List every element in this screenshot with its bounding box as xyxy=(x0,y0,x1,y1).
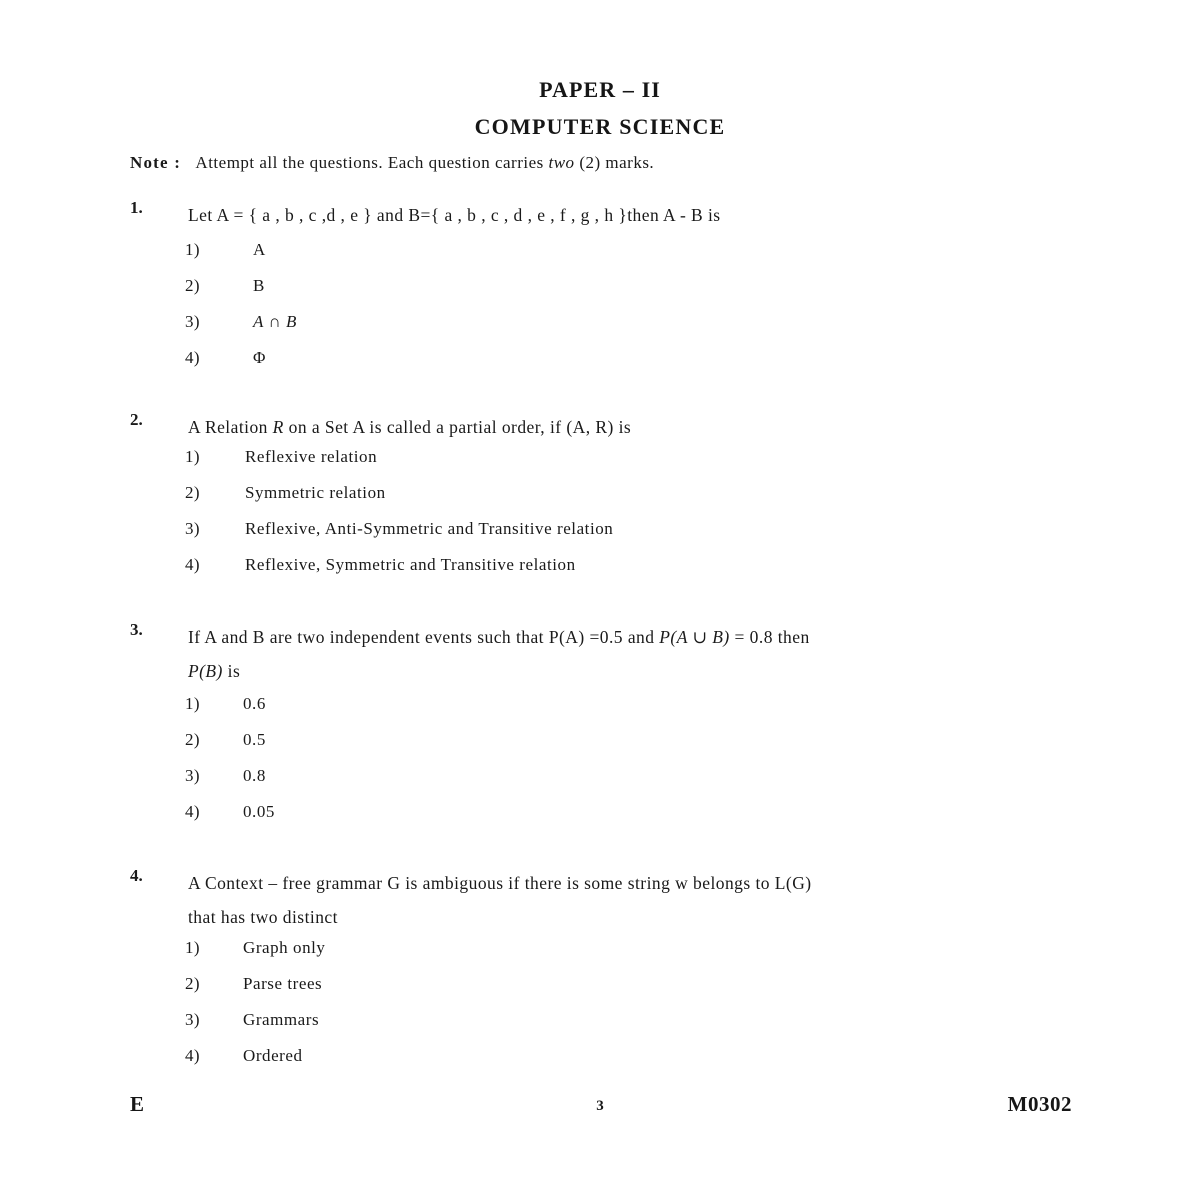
note-text xyxy=(186,153,654,172)
option-text: A xyxy=(253,240,266,259)
question-text-emphasis: R xyxy=(272,417,284,437)
option-text: 0.05 xyxy=(243,802,275,821)
question-text-line2: that has two distinct xyxy=(188,907,338,927)
question-text xyxy=(188,410,1075,444)
option-number: 3) xyxy=(185,766,200,785)
option-number: 1) xyxy=(185,938,200,957)
question-text-line2-suffix: is xyxy=(222,661,241,681)
question-header xyxy=(130,620,1075,688)
option-number: 4) xyxy=(185,555,200,574)
option-number: 2) xyxy=(185,276,200,295)
question-text-part2: on a Set A is called a partial order, if (A, R) is xyxy=(283,417,632,437)
option-item[interactable] xyxy=(185,974,1075,1010)
option-text: B xyxy=(253,276,265,295)
question-text-line2-formula: P(B) xyxy=(188,661,223,681)
note-text-part2: (2) marks. xyxy=(574,153,655,172)
option-text: Reflexive relation xyxy=(245,447,378,466)
option-text: Graph only xyxy=(243,938,326,957)
footer-medium-code: E xyxy=(130,1092,145,1116)
option-item[interactable] xyxy=(185,312,1075,348)
option-item[interactable] xyxy=(185,276,1075,312)
option-text: 0.6 xyxy=(243,694,266,713)
note-text-emphasis: two xyxy=(548,153,575,172)
question-number: 2. xyxy=(130,410,143,429)
option-text: Φ xyxy=(253,348,266,367)
question-text-formula: P(A ∪ B) xyxy=(659,627,730,647)
option-number: 2) xyxy=(185,483,200,502)
option-text: A ∩ B xyxy=(253,312,297,331)
option-number: 2) xyxy=(185,730,200,749)
question-text-part1: A Relation xyxy=(188,417,273,437)
note-text-part1: Attempt all the questions. Each question carries xyxy=(195,153,549,172)
option-number: 4) xyxy=(185,1046,200,1065)
option-text: Parse trees xyxy=(243,974,323,993)
subject-title: COMPUTER SCIENCE xyxy=(474,114,726,139)
option-item[interactable] xyxy=(185,348,1075,384)
question-block xyxy=(130,198,1075,384)
question-text xyxy=(188,866,1075,934)
option-item[interactable] xyxy=(185,1046,1075,1082)
question-block xyxy=(130,620,1075,838)
option-item[interactable] xyxy=(185,802,1075,838)
question-text-line1: A Context – free grammar G is ambiguous if there is some string w belongs to L(G) xyxy=(188,873,812,893)
option-item[interactable] xyxy=(185,555,1075,591)
question-number: 3. xyxy=(130,620,143,639)
option-text: 0.8 xyxy=(243,766,266,785)
option-item[interactable] xyxy=(185,938,1075,974)
option-number: 1) xyxy=(185,447,200,466)
page-title: PAPER – II xyxy=(539,77,661,102)
question-header xyxy=(130,198,1075,232)
option-number: 3) xyxy=(185,312,200,331)
question-text: Let A = { a , b , c ,d , e } and B={ a , b , c , d , e , f , g , h }then A - B is xyxy=(188,205,721,225)
option-item[interactable] xyxy=(185,730,1075,766)
option-number: 3) xyxy=(185,519,200,538)
question-text-part2: = 0.8 then xyxy=(729,627,810,647)
question-text xyxy=(188,620,1075,688)
question-block xyxy=(130,866,1075,1082)
option-list xyxy=(185,240,1075,384)
option-list xyxy=(185,938,1075,1082)
note-row xyxy=(130,153,1080,173)
option-number: 1) xyxy=(185,694,200,713)
option-text: Grammars xyxy=(243,1010,320,1029)
option-list xyxy=(185,447,1075,591)
option-number: 3) xyxy=(185,1010,200,1029)
option-number: 4) xyxy=(185,348,200,367)
question-block xyxy=(130,410,1075,591)
option-text: Ordered xyxy=(243,1046,303,1065)
question-number: 1. xyxy=(130,198,143,217)
option-number: 4) xyxy=(185,802,200,821)
page-number: 3 xyxy=(596,1098,604,1114)
question-text-part1: If A and B are two independent events such that P(A) =0.5 and xyxy=(188,627,660,647)
option-text: Reflexive, Symmetric and Transitive relation xyxy=(245,555,576,574)
option-item[interactable] xyxy=(185,483,1075,519)
note-label: Note : xyxy=(130,153,182,172)
option-list xyxy=(185,694,1075,838)
question-number: 4. xyxy=(130,866,143,885)
option-item[interactable] xyxy=(185,694,1075,730)
option-text: Reflexive, Anti-Symmetric and Transitive relation xyxy=(245,519,614,538)
footer-paper-code: M0302 xyxy=(1007,1092,1072,1116)
option-item[interactable] xyxy=(185,519,1075,555)
option-item[interactable] xyxy=(185,1010,1075,1046)
option-text: 0.5 xyxy=(243,730,266,749)
option-item[interactable] xyxy=(185,240,1075,276)
question-header xyxy=(130,410,1075,444)
option-number: 2) xyxy=(185,974,200,993)
option-item[interactable] xyxy=(185,766,1075,802)
option-item[interactable] xyxy=(185,447,1075,483)
page-footer xyxy=(0,1092,1200,1122)
question-header xyxy=(130,866,1075,934)
option-number: 1) xyxy=(185,240,200,259)
option-text: Symmetric relation xyxy=(245,483,386,502)
